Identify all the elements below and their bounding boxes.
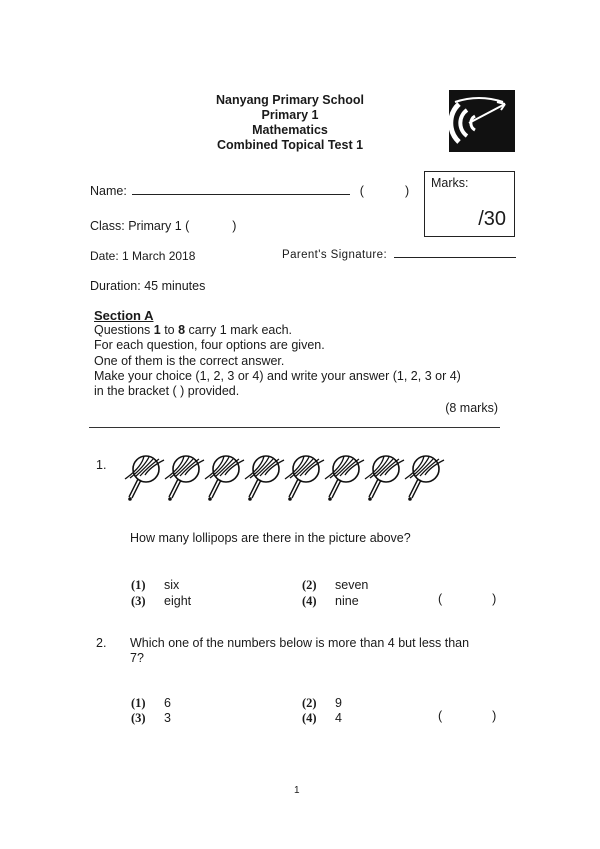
subject: Mathematics	[252, 123, 328, 137]
page-number: 1	[294, 785, 300, 796]
level: Primary 1	[261, 108, 319, 122]
section-marks: (8 marks)	[445, 401, 498, 416]
lollipop-icon	[165, 456, 204, 501]
q1-option-4[interactable]	[302, 592, 359, 610]
option-text: six	[164, 578, 180, 592]
marks-total: /30	[478, 208, 506, 230]
q1-answer-bracket[interactable]: ( )	[438, 592, 497, 606]
question-1-number: 1.	[96, 458, 107, 472]
lollipop-icon	[285, 456, 324, 501]
section-a-instructions	[94, 308, 504, 416]
class-label: Class: Primary 1 (	[90, 219, 190, 233]
instruction-line-3: One of them is the correct answer.	[94, 353, 285, 368]
name-row	[90, 184, 409, 198]
marks-label: Marks:	[431, 176, 469, 190]
section-title: Section A	[94, 308, 154, 323]
divider	[89, 427, 500, 428]
instruction-line-5: in the bracket ( ) provided.	[94, 384, 240, 399]
lollipop-icon	[125, 456, 164, 501]
question-2-number: 2.	[96, 636, 107, 650]
lollipop-icon	[405, 456, 444, 501]
name-field[interactable]	[132, 194, 350, 195]
option-text: eight	[164, 594, 192, 608]
option-text: 9	[335, 696, 342, 710]
lollipop-icon	[245, 456, 284, 501]
option-number: (4)	[302, 711, 317, 725]
school-name: Nanyang Primary School	[216, 93, 364, 107]
option-text: seven	[335, 578, 369, 592]
test-header	[150, 93, 430, 153]
q2-option-3[interactable]	[131, 709, 171, 727]
question-2-text: Which one of the numbers below is more than 4 but less than 7?	[130, 636, 470, 665]
date-label: Date: 1 March 2018	[90, 249, 196, 263]
option-number: (3)	[131, 711, 146, 725]
signature-label: Parent's Signature:	[282, 249, 388, 261]
class-paren-close: )	[232, 219, 237, 233]
option-text: 4	[335, 711, 342, 725]
q2-option-4[interactable]	[302, 709, 342, 727]
instruction-line-1: Questions 1 to 8 carry 1 mark each.	[94, 323, 293, 338]
q1-option-3[interactable]	[131, 592, 191, 610]
signature-row	[282, 249, 516, 261]
lollipop-icon	[365, 456, 404, 501]
name-label: Name:	[90, 184, 127, 198]
option-number: (2)	[302, 696, 317, 710]
signature-field[interactable]	[394, 257, 516, 258]
option-text: 6	[164, 696, 171, 710]
option-number: (1)	[131, 696, 146, 710]
register-paren-close: )	[404, 184, 410, 198]
q2-answer-bracket[interactable]: ( )	[438, 709, 497, 723]
option-number: (3)	[131, 594, 146, 608]
option-number: (1)	[131, 578, 146, 592]
school-logo	[449, 90, 515, 152]
option-number: (2)	[302, 578, 317, 592]
option-number: (4)	[302, 594, 317, 608]
lollipop-picture	[124, 452, 454, 504]
instruction-line-4: Make your choice (1, 2, 3 or 4) and write your answer (1, 2, 3 or 4)	[94, 368, 461, 383]
instruction-line-2: For each question, four options are given.	[94, 338, 325, 353]
register-paren-open: (	[359, 184, 364, 198]
lollipop-icon	[325, 456, 364, 501]
marks-box	[424, 171, 515, 237]
test-title: Combined Topical Test 1	[216, 138, 364, 152]
option-text: 3	[164, 711, 171, 725]
option-text: nine	[335, 594, 359, 608]
duration-label: Duration: 45 minutes	[90, 279, 206, 293]
class-row	[90, 219, 236, 233]
question-1-text: How many lollipops are there in the picture above?	[130, 531, 411, 545]
lollipop-icon	[205, 456, 244, 501]
